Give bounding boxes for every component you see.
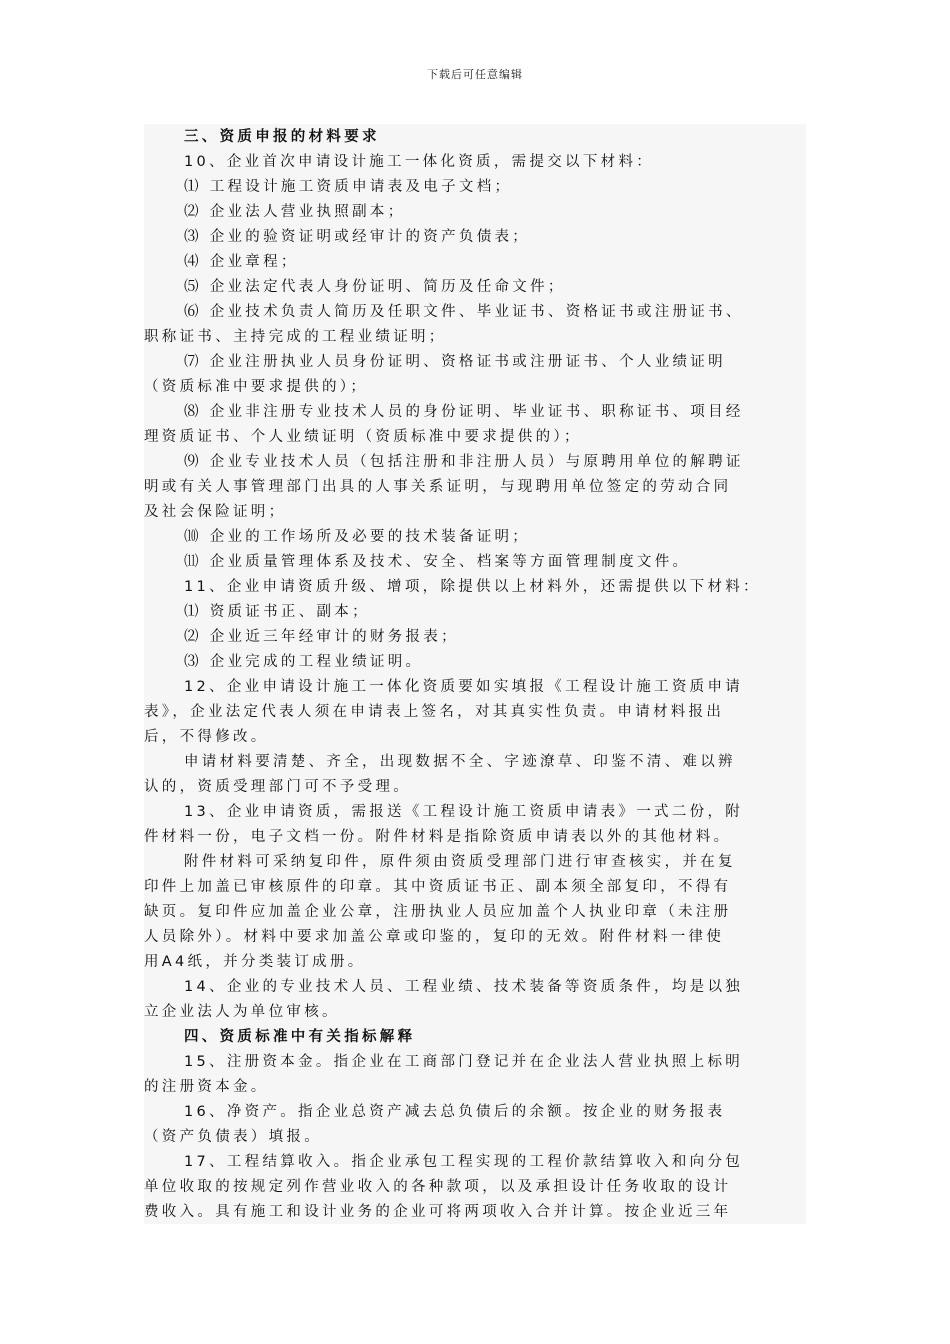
paragraph-line: ⑽ 企业的工作场所及必要的技术装备证明； — [184, 529, 531, 545]
paragraph-line: 15、注册资本金。指企业在工商部门登记并在企业法人营业执照上标明 — [184, 1054, 744, 1070]
paragraph-line: ⑼ 企业专业技术人员（包括注册和非注册人员）与原聘用单位的解聘证 — [184, 454, 744, 470]
paragraph-line: 后，不得修改。 — [144, 729, 269, 745]
paragraph-line: 认的，资质受理部门可不予受理。 — [144, 779, 411, 795]
paragraph-line: 申请材料要清楚、齐全，出现数据不全、字迹潦草、印鉴不清、难以辨 — [184, 754, 736, 770]
paragraph-line: 12、企业申请设计施工一体化资质要如实填报《工程设计施工资质申请 — [184, 679, 744, 695]
paragraph-line: ⑺ 企业注册执业人员身份证明、资格证书或注册证书、个人业绩证明 — [184, 354, 726, 370]
paragraph-line: 印件上加盖已审核原件的印章。其中资质证书正、副本须全部复印，不得有 — [144, 879, 732, 895]
paragraph-line: 14、企业的专业技术人员、工程业绩、技术装备等资质条件，均是以独 — [184, 979, 744, 995]
paragraph-line: 13、企业申请资质，需报送《工程设计施工资质申请表》一式二份，附 — [184, 804, 744, 820]
paragraph-line: ⑵ 企业近三年经审计的财务报表； — [184, 629, 459, 645]
paragraph-line: ⑷ 企业章程； — [184, 254, 299, 270]
paragraph-line: 件材料一份，电子文档一份。附件材料是指除资质申请表以外的其他材料。 — [144, 829, 732, 845]
paragraph-line: 费收入。具有施工和设计业务的企业可将两项收入合并计算。按企业近三年 — [144, 1204, 732, 1220]
paragraph-line: 单位收取的按规定列作营业收入的各种款项，以及承担设计任务收取的设计 — [144, 1179, 732, 1195]
paragraph-line: 人员除外）。材料中要求加盖公章或印鉴的，复印的无效。附件材料一律使 — [144, 929, 725, 945]
page-header: 下载后可任意编辑 — [427, 68, 523, 81]
paragraph-line: 附件材料可采纳复印件，原件须由资质受理部门进行审查核实，并在复 — [184, 854, 736, 870]
paragraph-line: 明或有关人事管理部门出具的人事关系证明，与现聘用单位签定的劳动合同 — [144, 479, 732, 495]
paragraph-line: ⑶ 企业的验资证明或经审计的资产负债表； — [184, 229, 531, 245]
paragraph-line: ⑴ 资质证书正、副本； — [184, 604, 370, 620]
paragraph-line: 立企业法人为单位审核。 — [144, 1004, 340, 1020]
paragraph-line: 用A4纸，并分类装订成册。 — [144, 954, 366, 970]
paragraph-line: ⑴ 工程设计施工资质申请表及电子文档； — [184, 179, 513, 195]
paragraph-line: ⑶ 企业完成的工程业绩证明。 — [184, 654, 424, 670]
document-body — [144, 124, 806, 1224]
paragraph-line: （资产负债表）填报。 — [144, 1129, 322, 1145]
paragraph-line: ⑻ 企业非注册专业技术人员的身份证明、毕业证书、职称证书、项目经 — [184, 404, 744, 420]
paragraph-line: 职称证书、主持完成的工程业绩证明； — [144, 329, 447, 345]
section-heading: 三、资质申报的材料要求 — [184, 129, 380, 145]
paragraph-line: 16、净资产。指企业总资产减去总负债后的余额。按企业的财务报表 — [184, 1104, 726, 1120]
paragraph-line: ⑹ 企业技术负责人简历及任职文件、毕业证书、资格证书或注册证书、 — [184, 304, 744, 320]
paragraph-line: 10、企业首次申请设计施工一体化资质，需提交以下材料： — [184, 154, 655, 170]
paragraph-line: 表》，企业法定代表人须在申请表上签名，对其真实性负责。申请材料报出 — [144, 704, 725, 720]
paragraph-line: （资质标准中要求提供的）； — [144, 379, 369, 395]
paragraph-line: ⑾ 企业质量管理体系及技术、安全、档案等方面管理制度文件。 — [184, 554, 691, 570]
section-heading: 四、资质标准中有关指标解释 — [184, 1029, 416, 1045]
paragraph-line: 理资质证书、个人业绩证明（资质标准中要求提供的）； — [144, 429, 582, 445]
paragraph-line: 11、企业申请资质升级、增项，除提供以上材料外，还需提供以下材料： — [184, 579, 761, 595]
paragraph-line: 及社会保险证明； — [144, 504, 287, 520]
paragraph-line: 17、工程结算收入。指企业承包工程实现的工程价款结算收入和向分包 — [184, 1154, 744, 1170]
paragraph-line: ⑵ 企业法人营业执照副本； — [184, 204, 406, 220]
paragraph-line: ⑸ 企业法定代表人身份证明、简历及任命文件； — [184, 279, 566, 295]
paragraph-line: 的注册资本金。 — [144, 1079, 269, 1095]
paragraph-line: 缺页。复印件应加盖企业公章，注册执业人员应加盖个人执业印章（未注册 — [144, 904, 732, 920]
